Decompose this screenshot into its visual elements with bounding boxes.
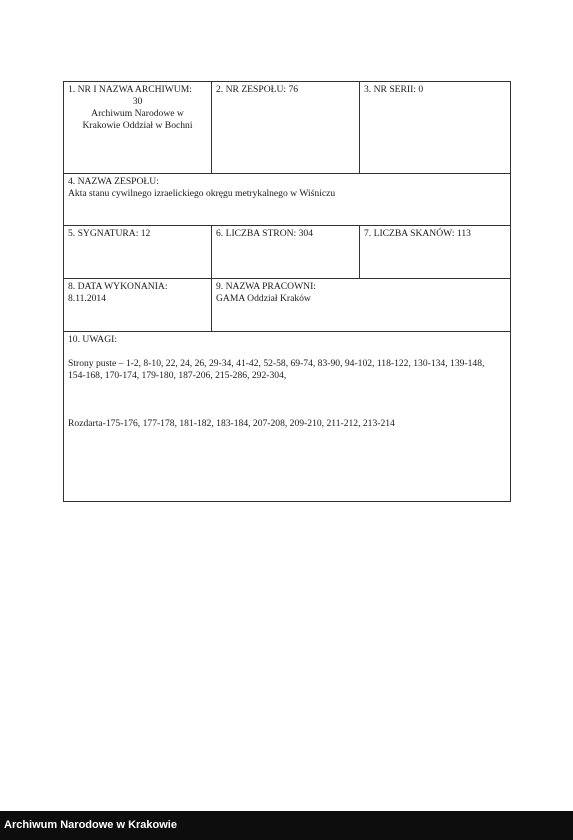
archive-name-line2: Krakowie Oddział w Bochni xyxy=(82,120,193,131)
archive-label: 1. NR I NAZWA ARCHIWUM: xyxy=(68,84,192,95)
fond-name-label: 4. NAZWA ZESPOŁU: xyxy=(68,176,159,187)
date-cell xyxy=(64,279,212,332)
studio-value: GAMA Oddział Kraków xyxy=(216,293,311,304)
torn-pages: Rozdarta-175-176, 177-178, 181-182, 183-184, 207-208, 209-210, 211-212, 213-214 xyxy=(68,418,395,429)
studio-label: 9. NAZWA PRACOWNI: xyxy=(216,281,316,292)
fond-name-cell xyxy=(64,174,511,226)
empty-pages-line1: Strony puste – 1-2, 8-10, 22, 24, 26, 29-34, 41-42, 52-58, 69-74, 83-90, 94-102, 118-122, 130-134, 139-148, xyxy=(68,358,485,369)
page-count-cell xyxy=(212,226,360,279)
metadata-form xyxy=(63,81,511,502)
scan-count-label: 7. LICZBA SKANÓW: 113 xyxy=(364,228,471,239)
date-value: 8.11.2014 xyxy=(68,293,107,304)
footer-bar xyxy=(0,811,573,840)
scan-count-cell xyxy=(360,226,511,279)
empty-pages-line2: 154-168, 170-174, 179-180, 187-206, 215-286, 292-304, xyxy=(68,370,287,381)
fond-name-value: Akta stanu cywilnego izraelickiego okręgu metrykalnego w Wiśniczu xyxy=(68,188,336,199)
footer-text: Archiwum Narodowe w Krakowie xyxy=(4,819,177,831)
archive-name-line1: Archiwum Narodowe w xyxy=(91,108,184,119)
page-count-label: 6. LICZBA STRON: 304 xyxy=(216,228,314,239)
series-number-label: 3. NR SERII: 0 xyxy=(364,84,424,95)
archive-number: 30 xyxy=(132,96,143,107)
date-label: 8. DATA WYKONANIA: xyxy=(68,281,168,292)
fond-number-cell xyxy=(212,82,360,174)
studio-cell xyxy=(212,279,511,332)
notes-label: 10. UWAGI: xyxy=(68,334,118,345)
signature-cell xyxy=(64,226,212,279)
series-number-cell xyxy=(360,82,511,174)
signature-label: 5. SYGNATURA: 12 xyxy=(68,228,151,239)
fond-number-label: 2. NR ZESPOŁU: 76 xyxy=(216,84,299,95)
archive-cell xyxy=(64,82,212,174)
notes-cell xyxy=(64,332,511,502)
